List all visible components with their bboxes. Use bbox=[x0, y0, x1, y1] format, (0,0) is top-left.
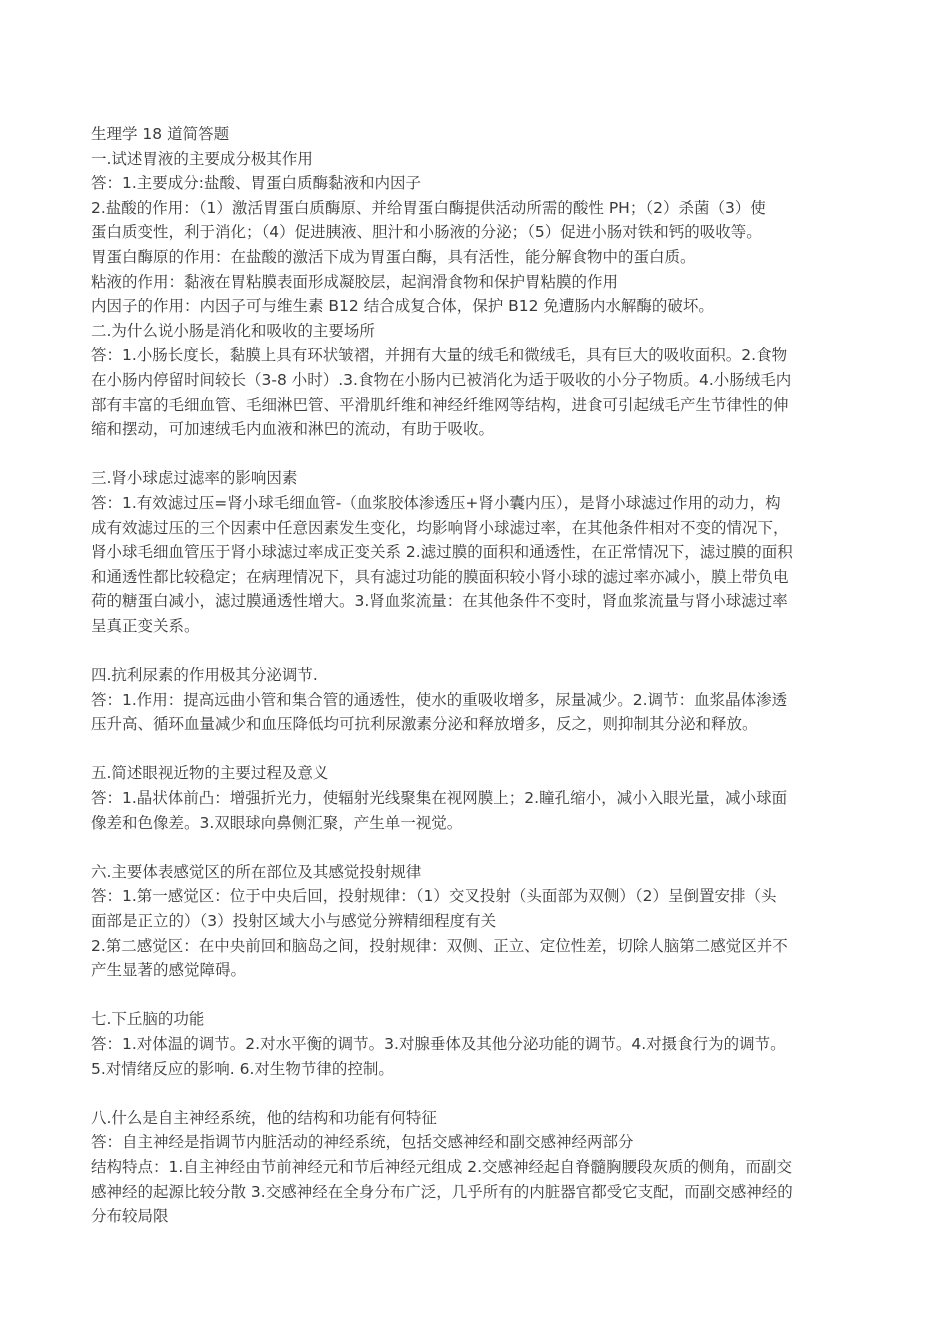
text-line: 呈真正变关系。 bbox=[91, 616, 200, 635]
text-line: 答：1.作用：提高远曲小管和集合管的通透性，使水的重吸收增多，尿量减少。2.调节：血浆晶体渗透 bbox=[91, 690, 788, 709]
text-line: 答：1.有效滤过压=肾小球毛细血管-（血浆胶体渗透压+肾小囊内压），是肾小球滤过作用的动力，构 bbox=[91, 493, 781, 512]
text-line: 在小肠内停留时间较长（3-8 小时）.3.食物在小肠内已被消化为适于吸收的小分子物质。4.小肠绒毛内 bbox=[91, 370, 792, 389]
text-line: 缩和摆动，可加速绒毛内血液和淋巴的流动，有助于吸收。 bbox=[91, 420, 495, 439]
text-line: 七.下丘脑的功能 bbox=[91, 1010, 205, 1029]
text-line: 三.肾小球虑过滤率的影响因素 bbox=[91, 469, 298, 488]
text-line: 和通透性都比较稳定；在病理情况下，具有滤过功能的膜面积较小肾小球的滤过率亦减小，膜上带负电 bbox=[91, 567, 789, 586]
text-line: 像差和色像差。3.双眼球向鼻侧汇聚，产生单一视觉。 bbox=[91, 813, 463, 832]
text-line: 六.主要体表感觉区的所在部位及其感觉投射规律 bbox=[91, 862, 422, 881]
text-line: 分布较局限 bbox=[91, 1207, 169, 1226]
text-line: 八.什么是自主神经系统，他的结构和功能有何特征 bbox=[91, 1108, 437, 1127]
text-line: 压升高、循环血量减少和血压降低均可抗利尿激素分泌和释放增多，反之，则抑制其分泌和释放。 bbox=[91, 715, 758, 734]
text-line: 蛋白质变性，利于消化；（4）促进胰液、胆汁和小肠液的分泌；（5）促进小肠对铁和钙的吸收等。 bbox=[91, 223, 762, 242]
text-line: 五.简述眼视近物的主要过程及意义 bbox=[91, 764, 329, 783]
text-line: 产生显著的感觉障碍。 bbox=[91, 961, 247, 980]
text-line: 答：1.晶状体前凸：增强折光力，使辐射光线聚集在视网膜上；2.瞳孔缩小，减小入眼光量，减小球面 bbox=[91, 789, 788, 808]
text-line: 答：1.主要成分:盐酸、胃蛋白质酶黏液和内因子 bbox=[91, 174, 422, 193]
text-line: 2.盐酸的作用：（1）激活胃蛋白质酶原、并给胃蛋白酶提供活动所需的酸性 PH；（2）杀菌（3）使 bbox=[91, 198, 766, 217]
text-line: 生理学 18 道简答题 bbox=[91, 125, 230, 143]
text-line: 胃蛋白酶原的作用：在盐酸的激活下成为胃蛋白酶，具有活性，能分解食物中的蛋白质。 bbox=[91, 247, 696, 266]
text-line: 答：1.对体温的调节。2.对水平衡的调节。3.对腺垂体及其他分泌功能的调节。4.对摄食行为的调节。 bbox=[91, 1034, 786, 1053]
text-line: 内因子的作用：内因子可与维生素 B12 结合成复合体，保护 B12 免遭肠内水解酶的破坏。 bbox=[91, 297, 714, 316]
text-line: 二.为什么说小肠是消化和吸收的主要场所 bbox=[91, 321, 375, 340]
text-line: 结构特点：1.自主神经由节前神经元和节后神经元组成 2.交感神经起自脊髓胸腰段灰质的侧角，而副交 bbox=[91, 1157, 793, 1176]
text-line: 肾小球毛细血管压于肾小球滤过率成正变关系 2.滤过膜的面积和通透性，在正常情况下，滤过膜的面积 bbox=[91, 543, 793, 562]
text-line: 面部是正立的）（3）投射区域大小与感觉分辨精细程度有关 bbox=[91, 912, 497, 930]
blank-line bbox=[91, 1081, 878, 1106]
blank-line bbox=[91, 737, 878, 762]
text-line: 粘液的作用：黏液在胃粘膜表面形成凝胶层，起润滑食物和保护胃粘膜的作用 bbox=[91, 272, 619, 291]
text-line: 部有丰富的毛细血管、毛细淋巴管、平滑肌纤维和神经纤维网等结构，进食可引起绒毛产生节律性的伸 bbox=[91, 395, 789, 414]
text-line: 四.抗利尿素的作用极其分泌调节. bbox=[91, 666, 318, 685]
blank-line bbox=[91, 638, 878, 663]
text-line: 答：自主神经是指调节内脏活动的神经系统，包括交感神经和副交感神经两部分 bbox=[91, 1133, 634, 1152]
text-line: 感神经的起源比较分散 3.交感神经在全身分布广泛，几乎所有的内脏器官都受它支配，而副交感神经的 bbox=[91, 1182, 793, 1201]
text-line: 成有效滤过压的三个因素中任意因素发生变化，均影响肾小球滤过率，在其他条件相对不变的情况下， bbox=[91, 518, 789, 537]
blank-line bbox=[91, 835, 878, 860]
blank-line bbox=[91, 442, 878, 467]
text-line: 荷的糖蛋白减小，滤过膜通透性增大。3.肾血浆流量：在其他条件不变时，肾血浆流量与肾小球滤过率 bbox=[91, 592, 788, 611]
text-line: 答：1.小肠长度长，黏膜上具有环状皱褶，并拥有大量的绒毛和微绒毛，具有巨大的吸收面积。2.食物 bbox=[91, 346, 788, 365]
text-line: 答：1.第一感觉区：位于中央后回，投射规律：（1）交叉投射（头面部为双侧）（2）呈倒置安排（头 bbox=[91, 887, 777, 906]
text-line: 2.第二感觉区：在中央前回和脑岛之间，投射规律：双侧、正立、定位性差，切除人脑第二感觉区并不 bbox=[91, 936, 788, 955]
text-line: 一.试述胃液的主要成分极其作用 bbox=[91, 149, 313, 168]
text-line: 5.对情绪反应的影响. 6.对生物节律的控制。 bbox=[91, 1059, 394, 1078]
blank-line bbox=[91, 983, 878, 1008]
